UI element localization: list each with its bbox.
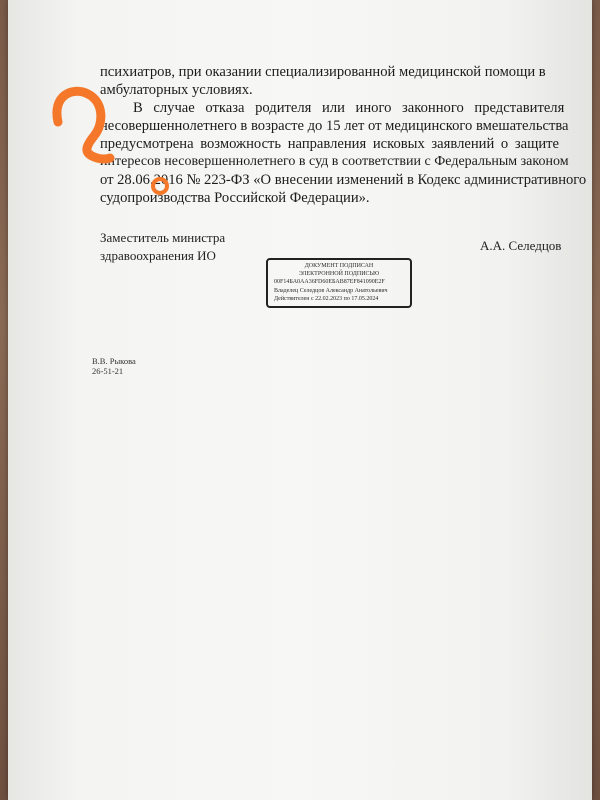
signer-position-line1: Заместитель министра — [100, 230, 226, 245]
body-text: психиатров, при оказании специализированной медицинской помощи в — [100, 64, 546, 80]
signer-name: А.А. Селедцов — [480, 238, 562, 253]
body-line-3: В случае отказа родителя или иного законного представителя — [133, 100, 565, 116]
stamp-subtitle: ЭЛЕКТРОННОЙ ПОДПИСЬЮ — [298, 271, 380, 278]
circle-annotation — [153, 179, 167, 193]
question-mark-annotation — [57, 91, 110, 159]
executor-phone: 26-51-21 — [92, 366, 124, 376]
body-line-5: предусмотрена возможность направления исковых заявлений о защите — [100, 136, 559, 152]
stamp-owner: Владелец Селедцов Александр Анатольевич — [274, 287, 388, 294]
signer-position-line2: здравоохранения ИО — [100, 248, 216, 263]
body-line-7: от 28.06.2016 № 223-ФЗ «О внесении изменений в Кодекс административного — [100, 172, 587, 188]
executor-name: В.В. Рыкова — [92, 356, 136, 366]
body-line-4: несовершеннолетнего в возрасте до 15 лет от медицинского вмешательства — [100, 118, 569, 134]
stamp-certificate: 00F14БА0АА36FD60EБАВ87ЕF841090E2F — [274, 279, 385, 286]
body-line-6: интересов несовершеннолетнего в суд в соответствии с Федеральным законом — [100, 154, 569, 169]
stamp-title: ДОКУМЕНТ ПОДПИСАН — [304, 263, 374, 269]
body-line-8: судопроизводства Российской Федерации». — [100, 190, 370, 206]
stamp-validity: Действителен с 22.02.2023 по 17.05.2024 — [274, 295, 379, 302]
body-line-2: амбулаторных условиях. — [100, 82, 253, 98]
